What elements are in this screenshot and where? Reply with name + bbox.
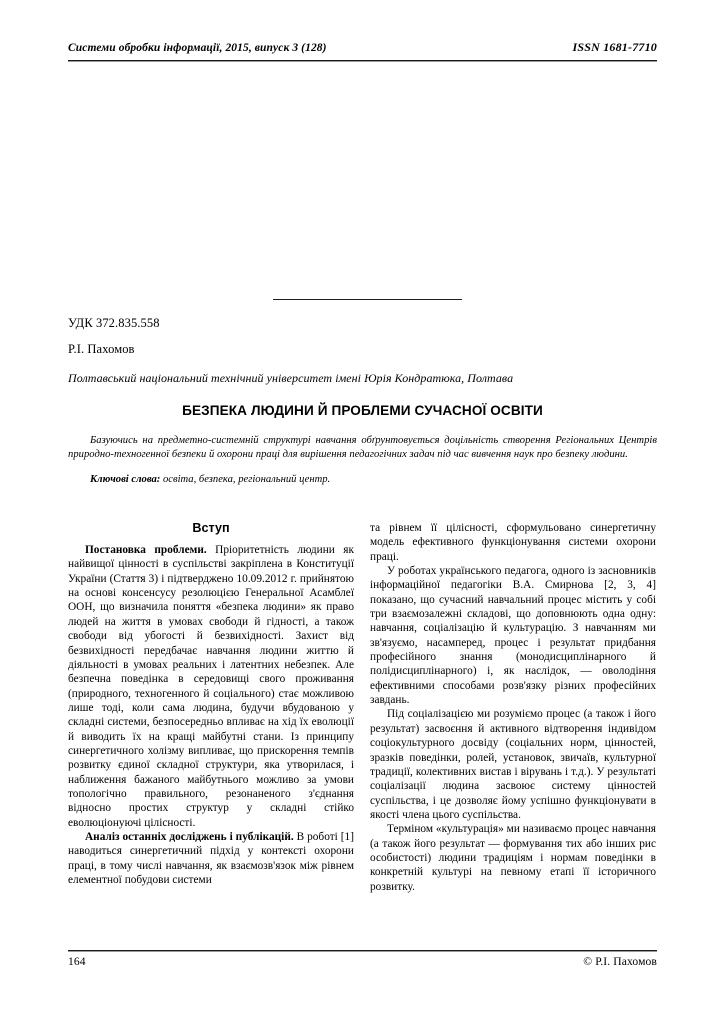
section-heading-intro: Вступ	[192, 521, 230, 535]
paragraph-text: Під соціалізацією ми розуміємо процес (а також і його результат) засвоєння й активного відтворення індивідом соціокультурного досвіду (соціальних норм, цінностей, зразків поведінки, ролей, установок, звичаїв, культурної традиції, колективних вистав і вірувань і т.д.). У результаті соціалізації людина засвоює систему цінностей суспільства, і це дозволяє йому успішно функціонувати в якості члена цього суспільства.	[370, 708, 656, 821]
paragraph-text: У роботах українського педагога, одного із засновників інформаційної педагогіки В.А. Смирнова [2, 3, 4] показано, що сучасний навчальний процес містить у собі три взаємозалежні складові, що доповнюють одна одну: навчання, соціалізацію й культурацію. З навчанням ми зв'язуємо, насамперед, процес і результат придбання професійного знання (монодисциплінарного й полідисциплінарного) і, як наслідок, — оволодіння ефективними способами розв'язку різних професійних завдань.	[370, 565, 656, 707]
page-footer	[68, 955, 657, 968]
paragraph-text: Терміном «культурація» ми називаємо процес навчання (а також його результат — формування тих або інших рис особистості) людини традиціям і нормам поведінки в конкретній культурі на певному етапі її історичного розвитку.	[370, 823, 656, 893]
paragraph	[370, 564, 656, 707]
paragraph-text: Пріоритетність людини як найвищої цінності в суспільстві закріплена в Конституції України (Стаття 3) і підтверджено 10.09.2012 г. прийнятою на основі консенсусу резолюцією Генеральної Асамблеї ООН, що визначила поняття «безпека людини» як право людей на життя в умовах свободи й гідності, а також свободи від убогості й безвихідності. Захист від безвихідності передбачає навчання людини життю й діяльності в умовах реальних і латентних небезпек. Але безпечна поведінка в середовищі свого проживання (природного, техногенного й соціального) стає можливою лише тоді, коли сама людина, будучи вбудованою у складні системи, безпосередньо впливає на хід їх еволюції й виводить їх на кращі майбутні стани. Із принципу синергетичного холізму випливає, що прискорення темпів розвитку єдиної складної структури, яка утворилася, і наближення бажаного майбутнього можливо за умови топологічно правильного, резонаненого з'єднання відносно простих структур у складні стійко еволюціонуючі цілісності.	[68, 544, 354, 829]
journal-title-line: Системи обробки інформації, 2015, випуск 3 (128)	[68, 42, 327, 54]
paragraph	[370, 707, 656, 822]
keywords-line	[68, 473, 657, 487]
right-column	[370, 521, 656, 941]
paragraph	[68, 830, 354, 887]
header-divider	[68, 60, 657, 62]
keywords-value: освіта, безпека, регіональний центр.	[162, 473, 331, 485]
author-affiliation: Полтавський національний технічний університет імені Юрія Кондратюка, Полтава	[68, 371, 514, 386]
paragraph	[68, 543, 354, 830]
paragraph	[370, 521, 656, 564]
paragraph-lead: Постановка проблеми.	[85, 544, 207, 557]
copyright-notice: © Р.І. Пахомов	[583, 955, 657, 968]
paragraph	[370, 822, 656, 894]
issn-label: ISSN 1681-7710	[572, 40, 657, 54]
paragraph-lead: Аналіз останніх досліджень і публікацій.	[85, 830, 294, 843]
running-head	[68, 40, 657, 55]
keywords-label: Ключові слова:	[90, 473, 161, 485]
article-title: БЕЗПЕКА ЛЮДИНИ Й ПРОБЛЕМИ СУЧАСНОЇ ОСВІТИ	[182, 403, 543, 419]
left-column	[68, 521, 354, 941]
footer-divider	[68, 950, 657, 952]
front-matter	[68, 316, 657, 486]
paragraph-text: В роботі [1] наводиться синергетичний підхід у контексті охорони праці, в тому числі навчання, як взаємозв'язок між рівнем елементної побудови системи	[68, 830, 354, 887]
page-number: 164	[68, 955, 86, 968]
paragraph-text: та рівнем її цілісності, сформульовано синергетичну модель ефективного функціонування системи охорони праці.	[370, 522, 656, 563]
author-name: Р.І. Пахомов	[68, 341, 135, 356]
abstract-text: Базуючись на предметно-системній структурі навчання обґрунтовується доцільність створення Регіональних Центрів природно-техногенної безпеки й охорони праці для вирішення педагогічних задач під час вивчення наук про безпеку людини.	[68, 434, 657, 460]
udc-code: УДК 372.835.558	[68, 316, 160, 330]
section-separator-rule	[273, 299, 462, 300]
article-body	[68, 521, 657, 941]
